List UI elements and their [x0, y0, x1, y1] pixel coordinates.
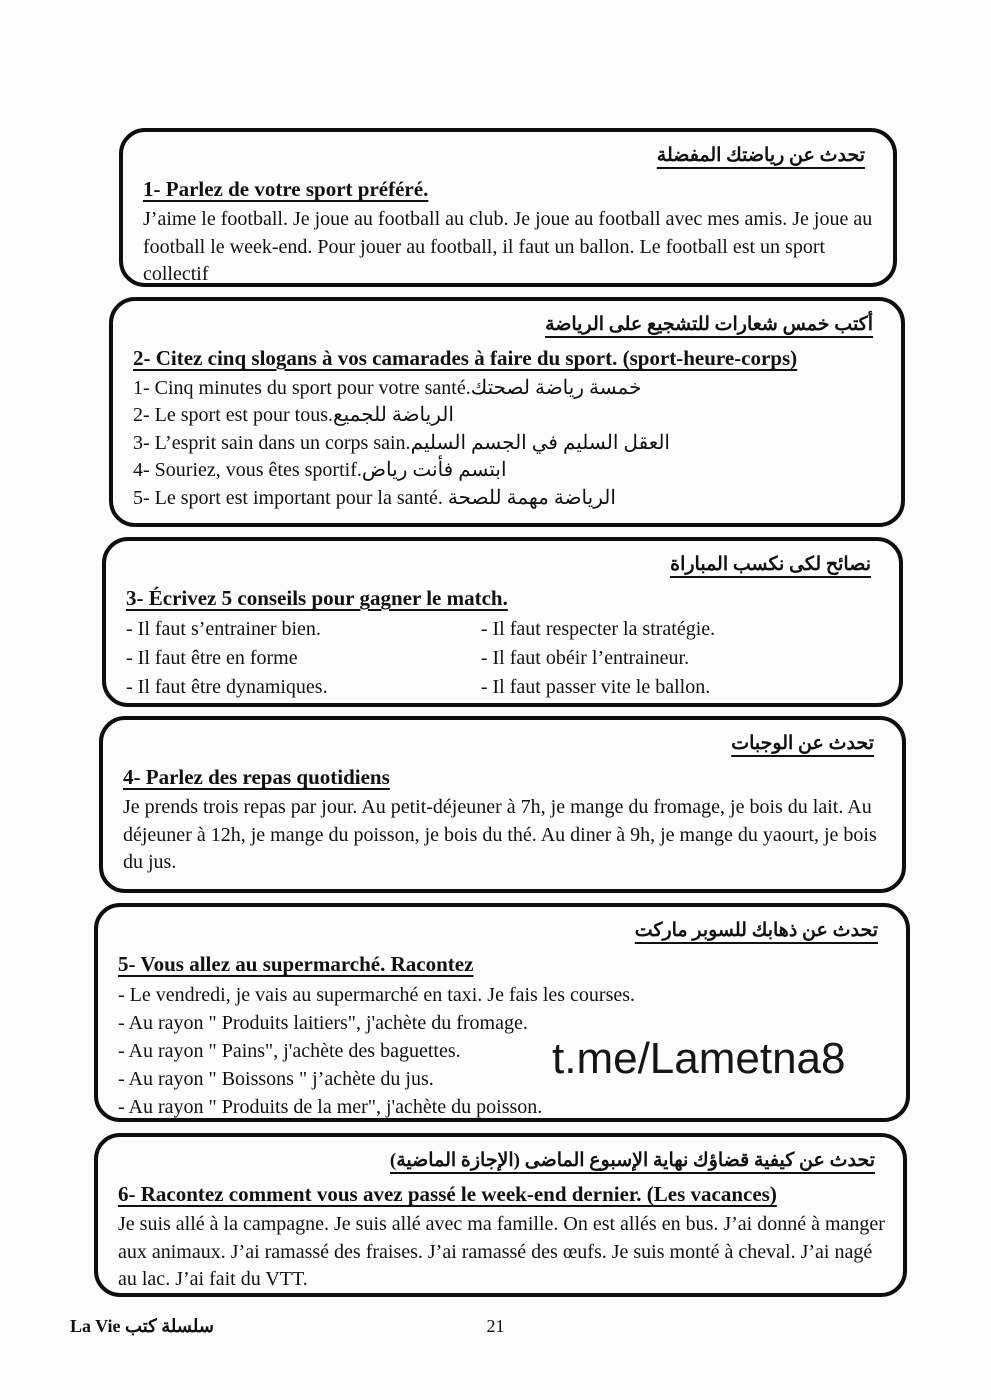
arabic-heading-text: نصائح لكى نكسب المباراة [670, 554, 871, 575]
arabic-heading-text: تحدث عن الوجبات [731, 733, 874, 754]
conseil-item: - Il faut obéir l’entraineur. [480, 647, 690, 669]
slogan-item [133, 457, 883, 484]
conseil-item: - Il faut respecter la stratégie. [480, 618, 716, 640]
slogan-list [133, 375, 883, 512]
section-box-4 [99, 716, 906, 893]
section-box-1 [119, 128, 897, 287]
slogan-arabic: ابتسم فأنت رياض [361, 459, 507, 482]
arabic-heading-1 [143, 140, 875, 169]
section-box-2 [109, 297, 905, 527]
footer-series-latin: La Vie [70, 1316, 121, 1336]
section-box-5 [94, 903, 910, 1122]
arabic-heading-4 [123, 728, 884, 757]
section-body-1: J’aime le football. Je joue au football au club. Je joue au football avec mes amis. Je joue au football le week-end. Pour jouer au football, il faut un ballon. Le football est un sport collectif [143, 208, 873, 286]
slogan-french: 4- Souriez, vous êtes sportif. [133, 459, 362, 482]
list-item: - Au rayon " Produits laitiers", j'achète du fromage. [118, 1012, 528, 1034]
conseil-item: - Il faut passer vite le ballon. [480, 676, 711, 698]
slogan-item [133, 430, 883, 457]
list-item: - Au rayon " Boissons " j’achète du jus. [118, 1068, 434, 1090]
section-title-1 [143, 177, 875, 202]
conseils-right-column [481, 615, 881, 702]
list-item: - Au rayon " Produits de la mer", j'achète du poisson. [118, 1096, 543, 1118]
arabic-heading-3 [126, 549, 881, 578]
arabic-heading-text: تحدث عن رياضتك المفضلة [656, 145, 865, 166]
section-title-4 [123, 765, 884, 790]
section-box-6 [94, 1133, 907, 1297]
page-number: 21 [486, 1316, 505, 1336]
section-title-text: 6- Racontez comment vous avez passé le week-end dernier. (Les vacances) [118, 1182, 777, 1206]
slogan-french: 3- L’esprit sain dans un corps sain. [133, 431, 411, 454]
section-title-6 [118, 1182, 885, 1207]
section-title-2 [133, 346, 883, 371]
conseils-columns [126, 615, 881, 702]
footer-series-arabic: سلسلة كتب [125, 1316, 214, 1336]
slogan-french: 1- Cinq minutes du sport pour votre santé. [133, 377, 471, 399]
section-title-text: 4- Parlez des repas quotidiens [123, 765, 390, 789]
slogan-french: 2- Le sport est pour tous. [133, 404, 333, 427]
section-box-3 [102, 537, 903, 707]
section-body-6: Je suis allé à la campagne. Je suis allé avec ma famille. On est allés en bus. J’ai donné à manger aux animaux. J’ai ramassé des fraises. J’ai ramassé des œufs. Je suis monté à cheval. J’ai nagé au lac. J’ai fait du VTT. [118, 1213, 885, 1291]
telegram-watermark: t.me/Lametna8 [552, 1034, 846, 1083]
conseils-left-column [126, 615, 481, 702]
conseil-item: - Il faut être dynamiques. [126, 676, 328, 698]
section-body-4: Je prends trois repas par jour. Au petit-déjeuner à 7h, je mange du fromage, je bois du lait. Au déjeuner à 12h, je mange du poisson, je bois du thé. Au diner à 9h, je mange du yaourt, je bois du jus. [123, 796, 877, 874]
slogan-item [133, 485, 883, 512]
slogan-arabic: خمسة رياضة لصحتك [470, 377, 642, 399]
section-title-5 [118, 952, 888, 977]
section-title-3 [126, 586, 881, 611]
footer [0, 1316, 991, 1346]
arabic-heading-text: تحدث عن ذهابك للسوبر ماركت [634, 920, 878, 941]
slogan-item [133, 402, 883, 429]
slogan-arabic: الرياضة للجميع [332, 404, 454, 427]
list-item: - Au rayon " Pains", j'achète des baguettes. [118, 1040, 461, 1062]
arabic-heading-6 [118, 1145, 885, 1174]
arabic-heading-text: أكتب خمس شعارات للتشجيع على الرياضة [545, 314, 873, 335]
section-title-text: 5- Vous allez au supermarché. Racontez [118, 952, 474, 976]
slogan-arabic: العقل السليم في الجسم السليم [410, 431, 670, 454]
conseil-item: - Il faut être en forme [126, 647, 298, 669]
section-title-text: 2- Citez cinq slogans à vos camarades à faire du sport. (sport-heure-corps) [133, 346, 798, 370]
arabic-heading-text: تحدث عن كيفية قضاؤك نهاية الإسبوع الماضى (الإجازة الماضية) [389, 1150, 875, 1171]
slogan-arabic: الرياضة مهمة للصحة [447, 486, 616, 509]
list-item: - Le vendredi, je vais au supermarché en taxi. Je fais les courses. [118, 984, 636, 1006]
arabic-heading-2 [133, 309, 883, 338]
slogan-french: 5- Le sport est important pour la santé. [133, 486, 448, 509]
slogan-item [133, 375, 883, 402]
arabic-heading-5 [118, 915, 888, 944]
conseil-item: - Il faut s’entrainer bien. [126, 618, 321, 640]
section-title-text: 1- Parlez de votre sport préféré. [143, 177, 429, 201]
section-title-text: 3- Écrivez 5 conseils pour gagner le match. [126, 586, 508, 610]
